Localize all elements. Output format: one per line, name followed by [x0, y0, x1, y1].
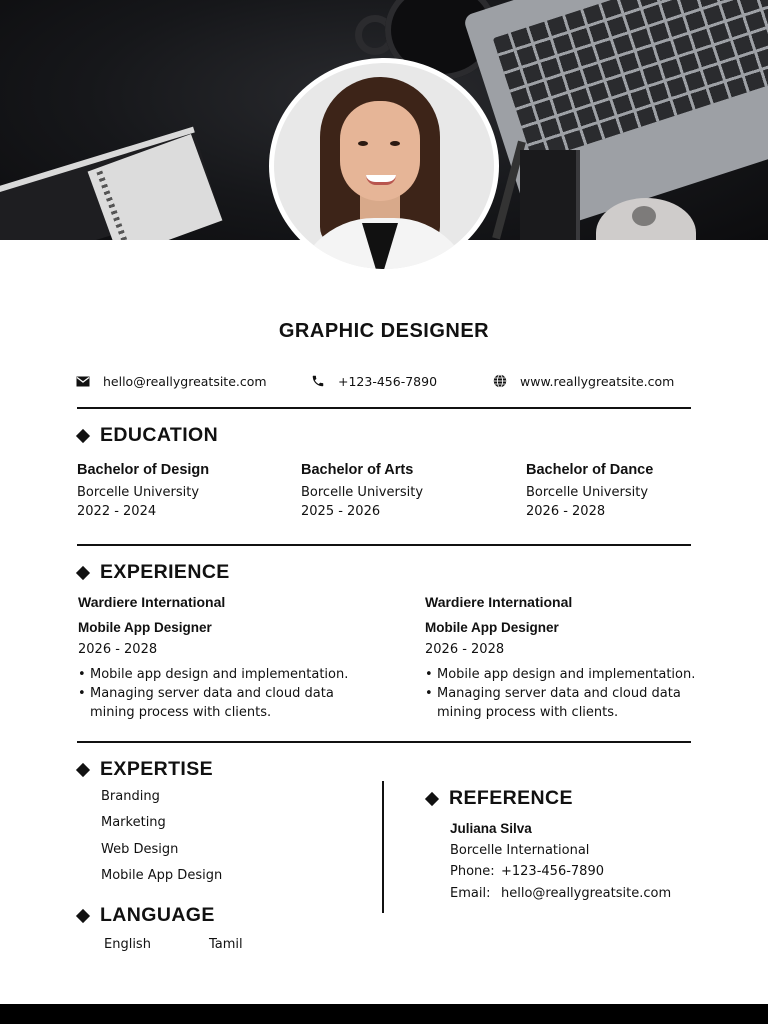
reference-phone-row [450, 861, 671, 883]
avatar-face [340, 101, 420, 201]
expertise-heading [78, 758, 213, 781]
language-heading [78, 904, 215, 927]
diamond-bullet-icon [425, 791, 439, 805]
experience-bullets [78, 665, 378, 722]
avatar [274, 63, 494, 269]
reference-phone: +123-456-7890 [501, 864, 604, 879]
experience-bullet: • Managing server data and cloud data mining process with clients. [78, 684, 338, 722]
education-entry [526, 461, 726, 522]
contact-website[interactable] [493, 372, 674, 390]
avatar-eye [390, 141, 400, 146]
experience-company: Wardiere International [78, 594, 226, 610]
experience-bullet: • Mobile app design and implementation. [425, 665, 725, 684]
expertise-list [101, 789, 222, 894]
expertise-item: Branding [101, 789, 160, 804]
contact-email-text: hello@reallygreatsite.com [103, 373, 267, 389]
education-heading [78, 424, 218, 447]
experience-bullet: • Managing server data and cloud data mining process with clients. [425, 684, 685, 722]
footer-bar [0, 1004, 768, 1024]
reference-name: Juliana Silva [450, 821, 532, 836]
contact-phone[interactable] [311, 372, 437, 390]
reference-email-row [450, 883, 671, 905]
diamond-bullet-icon [76, 908, 90, 922]
diamond-bullet-icon [76, 565, 90, 579]
divider [77, 407, 691, 409]
reference-company: Borcelle International [450, 842, 590, 858]
education-heading-text: EDUCATION [100, 424, 219, 446]
education-degree: Bachelor of Dance [526, 462, 654, 478]
education-school: Borcelle University [526, 484, 649, 500]
education-years: 2022 - 2024 [77, 504, 157, 519]
education-years: 2025 - 2026 [301, 504, 381, 519]
expertise-item: Marketing [101, 815, 166, 831]
language-heading-text: LANGUAGE [100, 904, 215, 926]
phone-icon [311, 374, 325, 388]
mail-icon [76, 374, 90, 388]
experience-heading [78, 561, 230, 584]
education-degree: Bachelor of Arts [301, 462, 414, 478]
page-title: GRAPHIC DESIGNER [278, 320, 490, 342]
education-entry [301, 461, 501, 522]
avatar-eye [358, 141, 368, 146]
expertise-heading-text: EXPERTISE [100, 758, 214, 780]
education-school: Borcelle University [301, 484, 424, 500]
reference-email-label: Email: [450, 885, 491, 901]
experience-entry [425, 594, 725, 722]
language-item: English [104, 937, 151, 952]
expertise-item: Mobile App Design [101, 867, 223, 883]
experience-years: 2026 - 2028 [425, 642, 505, 657]
experience-role: Mobile App Designer [78, 620, 212, 635]
divider [77, 741, 691, 743]
keyboard-shape [493, 0, 768, 162]
expertise-item: Web Design [101, 841, 179, 857]
contact-website-text: www.reallygreatsite.com [520, 373, 675, 389]
reference-heading [427, 787, 573, 810]
divider [77, 544, 691, 546]
education-school: Borcelle University [77, 484, 200, 500]
diamond-bullet-icon [76, 428, 90, 442]
experience-years: 2026 - 2028 [78, 642, 158, 657]
experience-role: Mobile App Designer [425, 620, 559, 635]
experience-company: Wardiere International [425, 594, 573, 610]
globe-icon [493, 374, 507, 388]
education-years: 2026 - 2028 [526, 504, 606, 519]
experience-bullets [425, 665, 725, 722]
diamond-bullet-icon [76, 762, 90, 776]
experience-bullet: • Mobile app design and implementation. [78, 665, 378, 684]
contact-phone-text: +123-456-7890 [338, 373, 438, 389]
experience-heading-text: EXPERIENCE [100, 561, 230, 583]
reference-block [450, 818, 671, 904]
experience-entry [78, 594, 378, 722]
education-degree: Bachelor of Design [77, 462, 210, 478]
language-item: Tamil [209, 937, 243, 952]
spiral-notebook-shape [520, 150, 580, 240]
contact-email[interactable] [76, 372, 267, 390]
reference-phone-label: Phone: [450, 864, 495, 879]
reference-heading-text: REFERENCE [449, 787, 573, 809]
column-divider [382, 781, 384, 913]
reference-email: hello@reallygreatsite.com [501, 885, 672, 901]
education-entry [77, 461, 277, 522]
